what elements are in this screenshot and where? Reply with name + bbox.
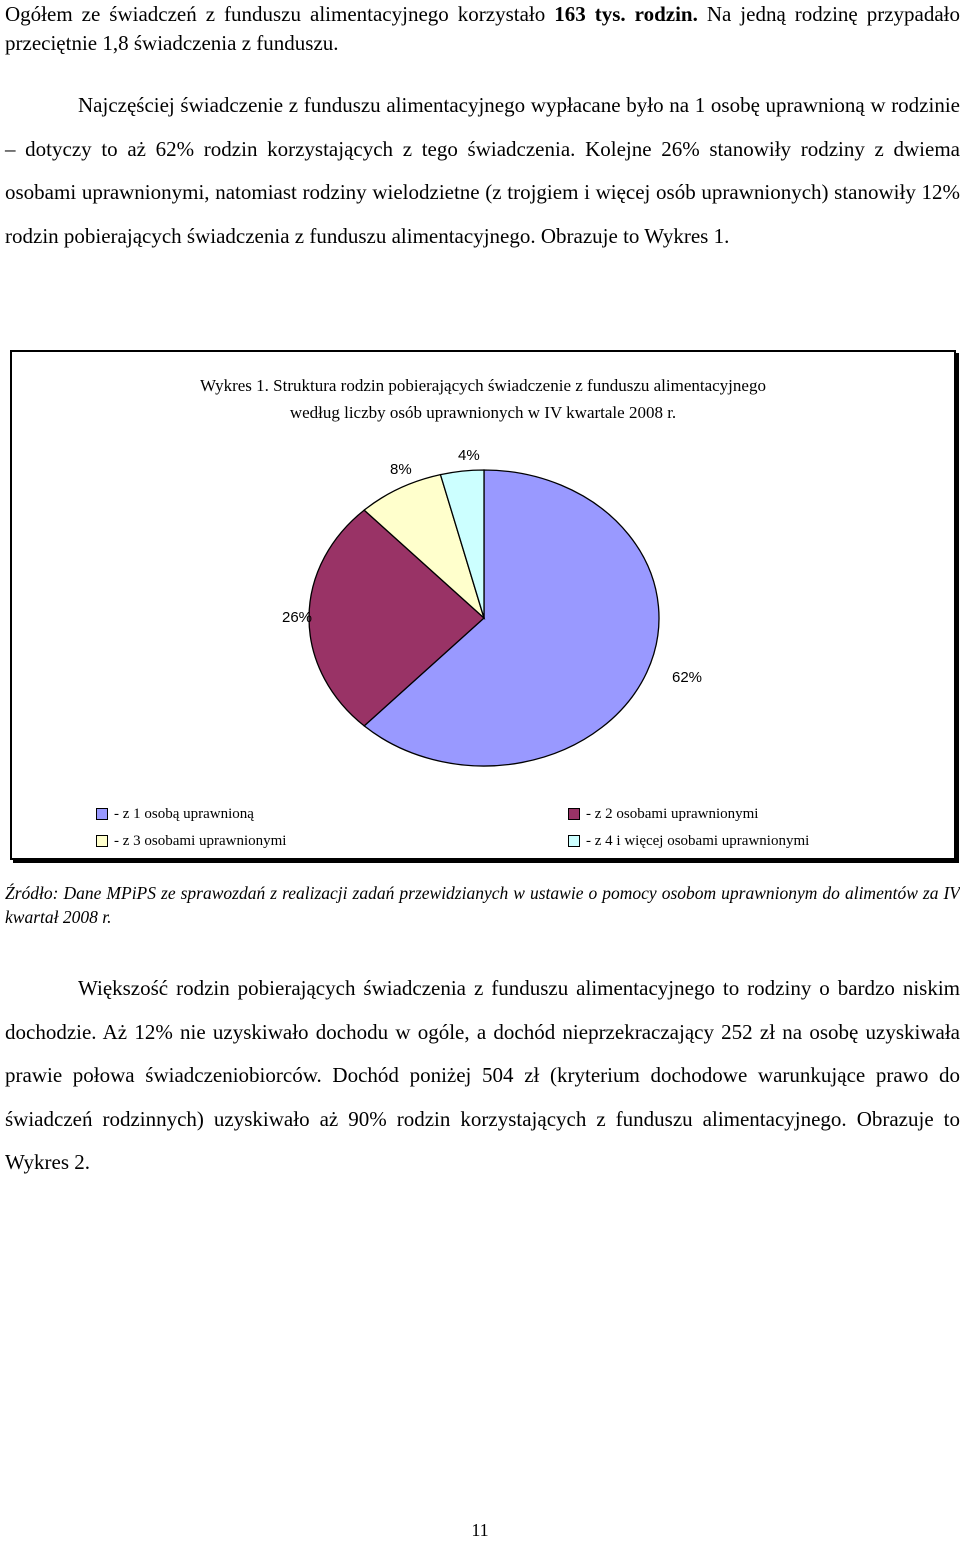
pie-label-1: 62% xyxy=(672,669,703,686)
pie-label-3: 8% xyxy=(390,461,412,478)
page-number: 11 xyxy=(471,1520,489,1540)
legend-swatch-1 xyxy=(96,808,108,820)
paragraph-summary-text2: Na jedną rodzinę przypadało przeciętnie 1,8 świadczenia z funduszu. xyxy=(5,2,960,55)
pie-label-4: 4% xyxy=(458,447,480,464)
pie-chart xyxy=(12,352,954,858)
legend-item-4 xyxy=(568,832,809,850)
legend-item-2 xyxy=(568,805,758,823)
chart-title-line2: według liczby osób uprawnionych w IV kwartale 2008 r. xyxy=(289,403,677,422)
legend-swatch-4 xyxy=(568,835,580,847)
legend-swatch-3 xyxy=(96,835,108,847)
legend-label-3: - z 3 osobami uprawnionymi xyxy=(114,833,287,849)
legend-item-3 xyxy=(96,832,286,850)
chart-frame xyxy=(10,350,956,860)
paragraph-summary-bold: 163 tys. rodzin. xyxy=(554,2,698,26)
legend-swatch-2 xyxy=(568,808,580,820)
paragraph-summary xyxy=(5,0,960,58)
paragraph-structure: Najczęściej świadczenie z funduszu alimentacyjnego wypłacane było na 1 osobę uprawnioną w rodzinie – dotyczy to aż 62% rodzin korzystających z tego świadczenia. Kolejne 26% stanowiły rodziny z dwiema osobami uprawnionymi, natomiast rodziny wielodzietne (z trojgiem i więcej osób uprawnionych) stanowiły 12% rodzin pobierających świadczenia z funduszu alimentacyjnego. Obrazuje to Wykres 1. xyxy=(5,93,960,248)
pie-label-2: 26% xyxy=(282,609,313,626)
source-note: Źródło: Dane MPiPS ze sprawozdań z realizacji zadań przewidzianych w ustawie o pomocy osobom uprawnionym do alimentów za IV kwartał 2008 r. xyxy=(5,883,960,927)
legend-label-1: - z 1 osobą uprawnioną xyxy=(114,806,254,822)
paragraph-summary-text1: Ogółem ze świadczeń z funduszu alimentacyjnego korzystało xyxy=(5,2,555,26)
paragraph-income: Większość rodzin pobierających świadczenia z funduszu alimentacyjnego to rodziny o bardzo niskim dochodzie. Aż 12% nie uzyskiwało dochodu w ogóle, a dochód nieprzekraczający 252 zł na osobę uzyskiwała prawie połowa świadczeniobiorców. Dochód poniżej 504 zł (kryterium dochodowe warunkujące prawo do świadczeń rodzinnych) uzyskiwało aż 90% rodzin korzystających z funduszu alimentacyjnego. Obrazuje to Wykres 2. xyxy=(5,976,960,1174)
legend-item-1 xyxy=(96,805,254,823)
legend-label-2: - z 2 osobami uprawnionymi xyxy=(586,806,759,822)
legend-label-4: - z 4 i więcej osobami uprawnionymi xyxy=(586,833,810,849)
chart-title-line1: Wykres 1. Struktura rodzin pobierających świadczenie z funduszu alimentacyjnego xyxy=(200,376,766,395)
